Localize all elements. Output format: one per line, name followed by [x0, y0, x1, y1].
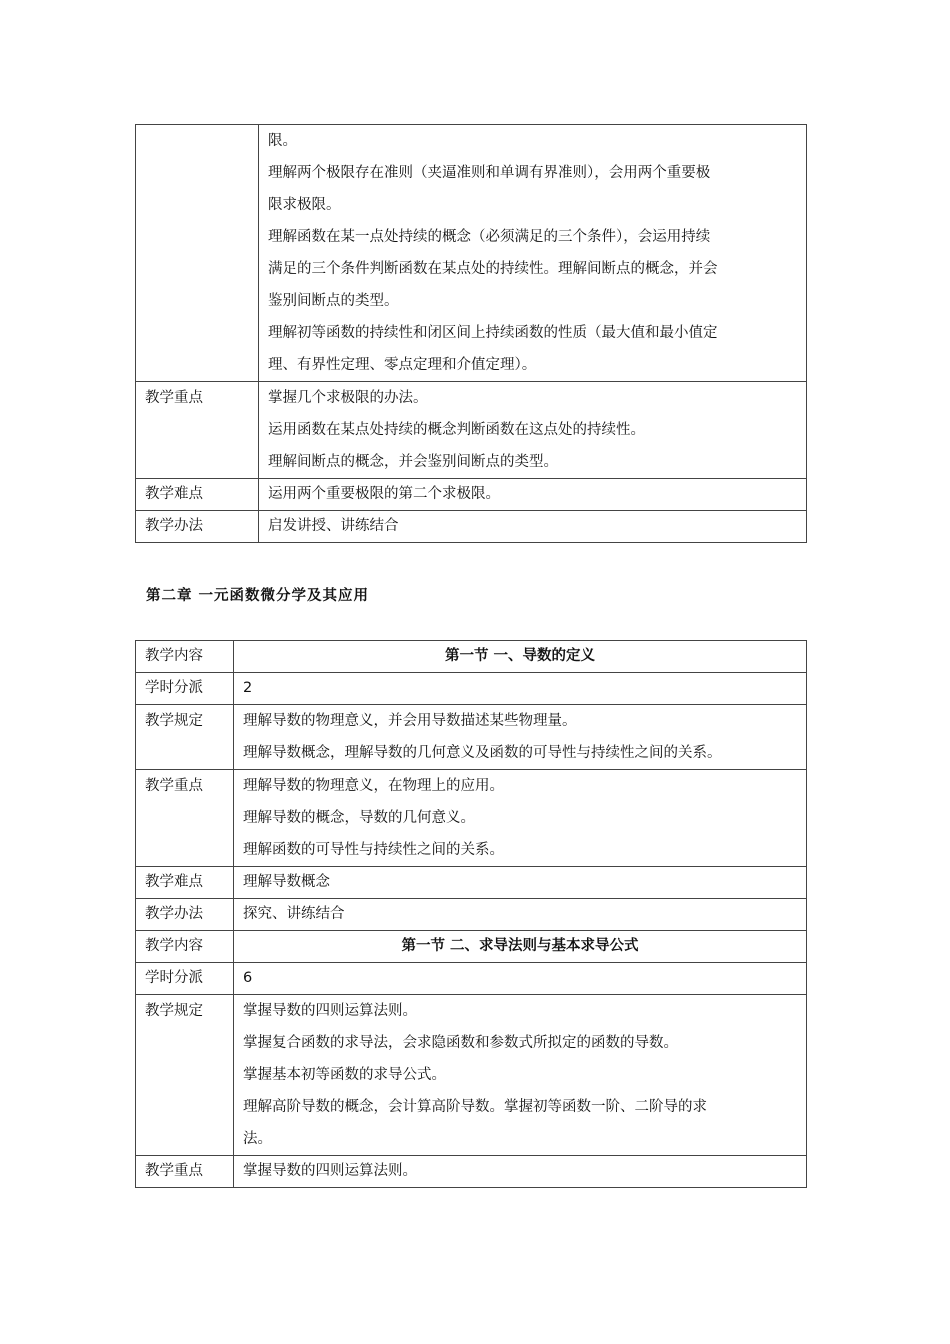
- key-points-row: [136, 382, 807, 479]
- difficulty-label: 教学难点: [136, 479, 259, 511]
- requirements-cell: [234, 995, 807, 1156]
- key-points-row: [136, 1156, 807, 1188]
- hours-row: [136, 673, 807, 705]
- key-points-row: [136, 770, 807, 867]
- content-label: 教学内容: [136, 931, 234, 963]
- hours-value: 2: [234, 673, 807, 705]
- key-points-label: 教学重点: [136, 1156, 234, 1188]
- section-title: 第一节 一、导数的定义: [234, 641, 807, 673]
- text-line: 理解函数的可导性与持续性之间的关系。: [243, 842, 504, 858]
- key-points-cell: [259, 382, 807, 479]
- text-line: 限求极限。: [268, 197, 341, 213]
- derivatives-teaching-table: [135, 640, 807, 1188]
- requirements-row: [136, 705, 807, 770]
- method-cell: 探究、讲练结合: [234, 899, 807, 931]
- text-line: 理解导数概念，理解导数的几何意义及函数的可导性与持续性之间的关系。: [243, 745, 722, 761]
- method-row: [136, 899, 807, 931]
- text-line: 理解导数的概念，导数的几何意义。: [243, 810, 475, 826]
- difficulty-cell: 运用两个重要极限的第二个求极限。: [259, 479, 807, 511]
- requirements-cell: [234, 705, 807, 770]
- text-line: 法。: [243, 1131, 272, 1147]
- text-line: 掌握几个求极限的办法。: [268, 390, 428, 406]
- section-title: 第一节 二、求导法则与基本求导公式: [234, 931, 807, 963]
- text-line: 理解导数的物理意义，在物理上的应用。: [243, 778, 504, 794]
- method-row: [136, 511, 807, 543]
- difficulty-row: [136, 867, 807, 899]
- text-line: 掌握导数的四则运算法则。: [243, 1003, 417, 1019]
- key-points-label: 教学重点: [136, 770, 234, 867]
- hours-row: [136, 963, 807, 995]
- requirements-label: 教学规定: [136, 705, 234, 770]
- text-line: 掌握基本初等函数的求导公式。: [243, 1067, 446, 1083]
- text-line: 限。: [268, 133, 297, 149]
- chapter-heading: 第二章 一元函数微分学及其应用: [146, 588, 370, 604]
- hours-value: 6: [234, 963, 807, 995]
- text-line: 理解间断点的概念，并会鉴别间断点的类型。: [268, 454, 558, 470]
- requirements-continuation-row: [136, 125, 807, 382]
- requirements-continuation-cell: [259, 125, 807, 382]
- hours-label: 学时分派: [136, 673, 234, 705]
- method-cell: 启发讲授、讲练结合: [259, 511, 807, 543]
- key-points-cell: [234, 1156, 807, 1188]
- text-line: 理解高阶导数的概念，会计算高阶导数。掌握初等函数一阶、二阶导的求: [243, 1099, 707, 1115]
- difficulty-label: 教学难点: [136, 867, 234, 899]
- text-line: 理、有界性定理、零点定理和介值定理）。: [268, 357, 537, 373]
- text-line: 满足的三个条件判断函数在某点处的持续性。理解间断点的概念，并会: [268, 261, 718, 277]
- method-label: 教学办法: [136, 899, 234, 931]
- text-line: 鉴别间断点的类型。: [268, 293, 399, 309]
- text-line: 理解两个极限存在准则（夹逼准则和单调有界准则），会用两个重要极: [268, 165, 711, 181]
- hours-label: 学时分派: [136, 963, 234, 995]
- empty-label-cell: [136, 125, 259, 382]
- content-label: 教学内容: [136, 641, 234, 673]
- difficulty-cell: 理解导数概念: [234, 867, 807, 899]
- key-points-label: 教学重点: [136, 382, 259, 479]
- limits-teaching-table: [135, 124, 807, 543]
- requirements-row: [136, 995, 807, 1156]
- content-row: [136, 931, 807, 963]
- text-line: 理解初等函数的持续性和闭区间上持续函数的性质（最大值和最小值定: [268, 325, 718, 341]
- text-line: 运用函数在某点处持续的概念判断函数在这点处的持续性。: [268, 422, 645, 438]
- method-label: 教学办法: [136, 511, 259, 543]
- key-points-cell: [234, 770, 807, 867]
- text-line: 理解导数的物理意义，并会用导数描述某些物理量。: [243, 713, 577, 729]
- content-row: [136, 641, 807, 673]
- text-line: 掌握复合函数的求导法，会求隐函数和参数式所拟定的函数的导数。: [243, 1035, 678, 1051]
- text-line: 理解函数在某一点处持续的概念（必须满足的三个条件），会运用持续: [268, 229, 711, 245]
- requirements-label: 教学规定: [136, 995, 234, 1156]
- text-line: 掌握导数的四则运算法则。: [243, 1163, 417, 1179]
- difficulty-row: [136, 479, 807, 511]
